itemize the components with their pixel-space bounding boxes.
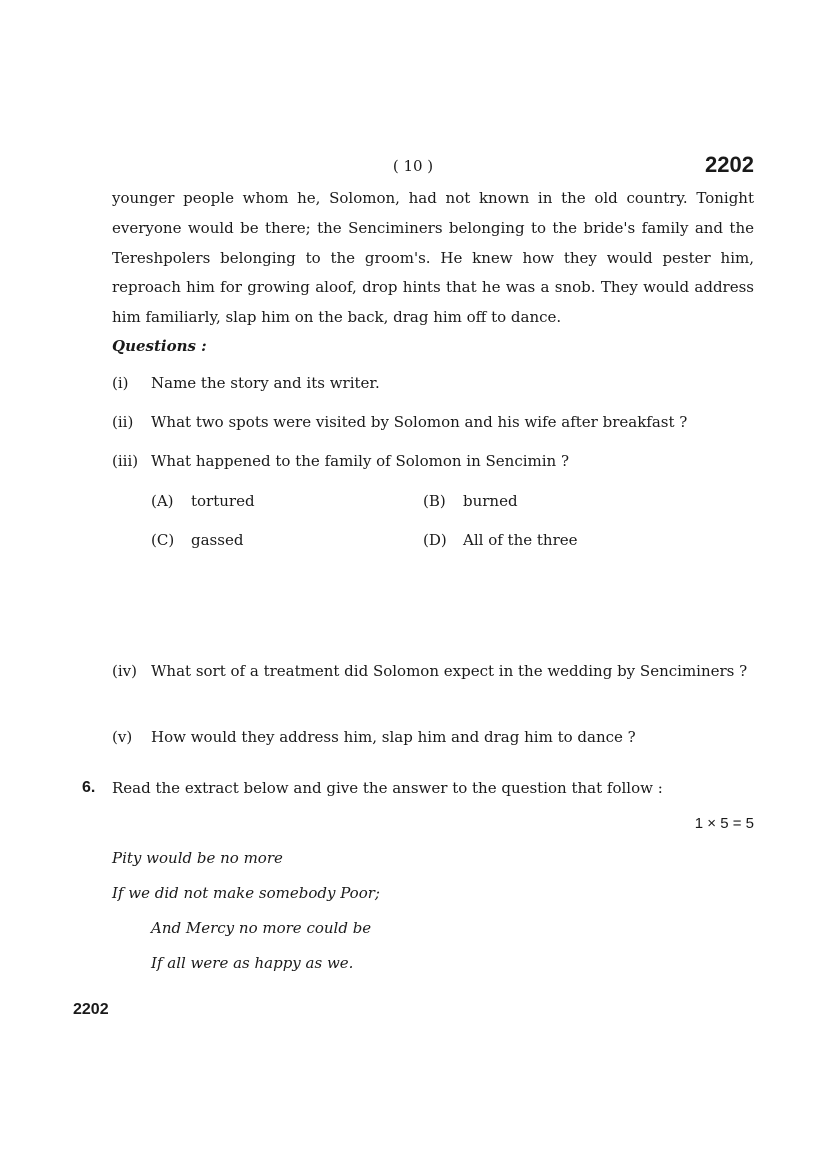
option-text: All of the three bbox=[463, 531, 578, 549]
option-label: (B) bbox=[423, 492, 446, 510]
section-instruction: Read the extract below and give the answer to the question that follow : bbox=[112, 779, 663, 797]
question-number: (ii) bbox=[112, 413, 134, 431]
option-text: tortured bbox=[191, 492, 255, 510]
section-number: 6. bbox=[82, 779, 96, 796]
marks-allocation: 1 × 5 = 5 bbox=[694, 815, 754, 832]
poem-line: Pity would be no more bbox=[112, 849, 283, 867]
option-d bbox=[423, 531, 578, 549]
question-number: (iv) bbox=[112, 662, 137, 680]
question-text: Name the story and its writer. bbox=[151, 374, 380, 392]
passage-text: younger people whom he, Solomon, had not known in the old country. Tonight everyone would be there; the Senciminers belonging to the bride's family and the Tereshpolers belonging to the groom's. He knew how they would pester him, reproach him for growing aloof, drop hints that he was a snob. They would address him familiarly, slap him on the back, drag him off to dance. bbox=[112, 189, 754, 327]
question-iv bbox=[112, 658, 754, 685]
question-i bbox=[112, 370, 754, 397]
option-label: (D) bbox=[423, 531, 447, 549]
question-text: How would they address him, slap him and drag him to dance ? bbox=[151, 728, 636, 746]
option-a bbox=[151, 492, 255, 510]
option-label: (C) bbox=[151, 531, 175, 549]
page-number: ( 10 ) bbox=[392, 157, 434, 175]
questions-heading: Questions : bbox=[112, 337, 207, 355]
question-number: (v) bbox=[112, 728, 133, 746]
option-label: (A) bbox=[151, 492, 174, 510]
question-ii bbox=[112, 409, 754, 436]
poem-line: If we did not make somebody Poor; bbox=[112, 884, 380, 902]
paper-code-header: 2202 bbox=[705, 152, 754, 177]
question-iii bbox=[112, 448, 754, 475]
option-text: burned bbox=[463, 492, 518, 510]
paper-code-footer: 2202 bbox=[73, 1001, 109, 1018]
question-text: What two spots were visited by Solomon and his wife after breakfast ? bbox=[151, 413, 688, 431]
option-b bbox=[423, 492, 518, 510]
question-v bbox=[112, 724, 754, 751]
question-text: What sort of a treatment did Solomon expect in the wedding by Senciminers ? bbox=[151, 662, 748, 680]
question-text: What happened to the family of Solomon in Sencimin ? bbox=[151, 452, 570, 470]
option-text: gassed bbox=[191, 531, 244, 549]
question-number: (iii) bbox=[112, 452, 139, 470]
poem-line: If all were as happy as we. bbox=[151, 954, 354, 972]
option-c bbox=[151, 531, 243, 549]
question-number: (i) bbox=[112, 374, 129, 392]
poem-line: And Mercy no more could be bbox=[151, 919, 372, 937]
